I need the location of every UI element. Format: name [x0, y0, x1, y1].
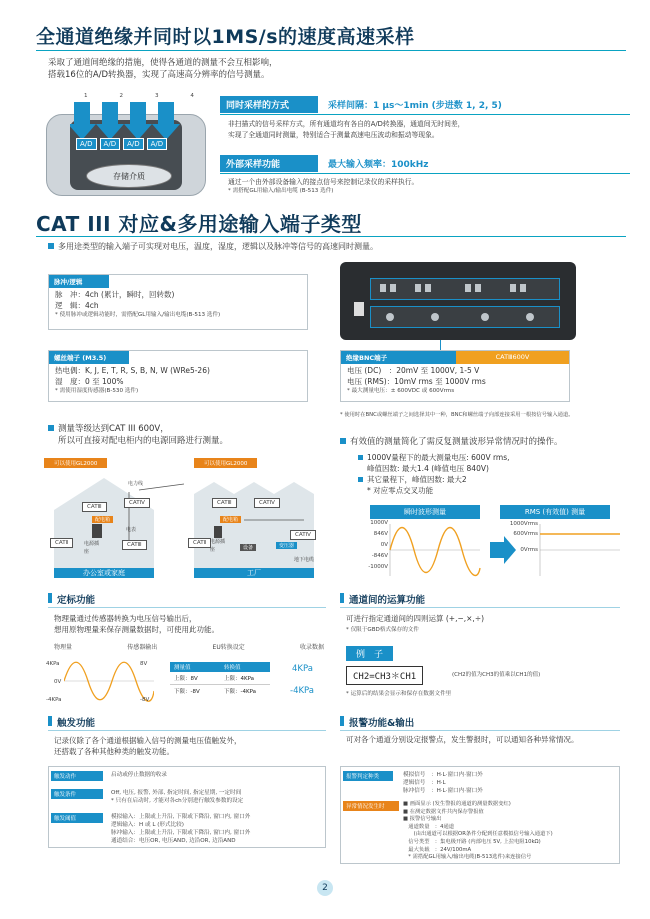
- rms-heading: [340, 437, 563, 448]
- trigger-val-2: [111, 813, 250, 845]
- sync-desc-1: 非扫描式的信号采样方式，所有通道均有各自的A/D转换器，通道间无时间差，: [228, 120, 465, 128]
- page-number: 2: [317, 880, 333, 896]
- channel-1-label: 1: [84, 93, 88, 99]
- ext-desc: 通过一个由外部设备输入的接点信号来控制记录仪的采样执行。: [228, 178, 419, 186]
- transformer-label: 变压器: [276, 542, 297, 549]
- trigger-val-0: 启动或停止数据的收录: [111, 772, 167, 778]
- screw-body: [49, 364, 307, 397]
- tick-left-4: -1000V: [368, 564, 388, 570]
- alarm-val-2-5: 信号类型 ：集电极开路 (内部电压 5V, 上拉电阻10kΩ): [403, 838, 541, 845]
- sync-desc: [220, 119, 630, 141]
- formula-box: CH2=CH3＊CH1: [346, 666, 423, 685]
- intro-line-1: 采取了通道间绝缘的措施，使得各通道的测量不会互相影响，: [48, 58, 278, 68]
- tick-left-1: 846V: [373, 531, 388, 537]
- alarm-val-1: [403, 771, 483, 795]
- alarm-title: 报警功能&输出: [340, 715, 414, 729]
- rms-b2: 其它量程下，峰值因数: 最大2: [367, 475, 467, 484]
- home-label: 办公室或家庭: [54, 568, 154, 578]
- ext-note: * 需搭配GL用输入/输出电缆 (B-513 选件): [228, 188, 334, 194]
- scale-r2b: 下限：-4KPa: [224, 689, 257, 695]
- pulse-note: * 使用脉冲或逻辑功能时，需搭配GL用输入/输出电缆(B-513 选件): [55, 312, 221, 318]
- cat4-label-factory-2: CATⅣ: [290, 530, 316, 540]
- pulse-line-1: 脉 冲：4ch (累计，瞬时，回转数): [55, 290, 175, 299]
- bullet-square: [358, 455, 363, 460]
- bullet-square: [48, 243, 54, 249]
- scale-table: [170, 662, 270, 697]
- cat3-label-home-2: CATⅢ: [122, 540, 147, 550]
- sync-sampling: [220, 96, 630, 141]
- trigger-val-2-0: 模拟输入：上限或上升沿, 下限或下降沿, 窗口内, 窗口外: [111, 814, 251, 820]
- calc-rule: [340, 607, 620, 608]
- screw-box: [48, 350, 308, 402]
- sync-desc-2: 实现了全通道同时测量，特别适合于测量高速电压波动和振动等现象。: [228, 131, 439, 139]
- trigger-desc-2: 还搭载了各种其他种类的触发功能。: [54, 747, 174, 756]
- scale-desc-2: 想用原物理量来保存测量数据时，可使用此功能。: [54, 625, 219, 634]
- sync-title: 同时采样的方式: [220, 96, 318, 113]
- trigger-val-2-1: 逻辑输入：H 或 L (形式比较): [111, 822, 184, 828]
- distribution-label-home: 配电箱: [92, 516, 113, 523]
- section2-rule: [36, 236, 626, 237]
- alarm-val-1-2: 脉冲信号 ：H·L·窗口内·窗口外: [403, 788, 483, 794]
- alarm-val-2: [403, 801, 553, 862]
- scale-r1b: 上限：4KPa: [224, 676, 255, 682]
- scale-col-1: 物理量: [54, 644, 73, 651]
- calc-note-2: * 运算后的结果会显示和保存在数据文件里: [346, 691, 452, 697]
- storage-media: 存储介质: [86, 164, 172, 188]
- bnc-note: * 最大测量电压：± 600VDC 或 600Vrms: [347, 388, 455, 394]
- channel-numbers: [84, 92, 194, 100]
- alarm-desc: 可对各个通道分别设定报警点，发生警报时，可以通知各种异常情况。: [346, 735, 579, 744]
- ext-freq: 最大输入频率：100kHz: [328, 160, 429, 170]
- trigger-key-1: 触发条件: [51, 789, 103, 799]
- trigger-desc: [54, 735, 242, 757]
- scale-title: 定标功能: [48, 592, 95, 606]
- formula-note: (CH2的值为CH3的值乘以CH1的值): [452, 672, 541, 678]
- trigger-key-2: 触发阈值: [51, 813, 103, 823]
- trigger-val-2-2: 脉冲输入：上限或上升沿, 下限或下降沿, 窗口内, 窗口外: [111, 830, 251, 836]
- trigger-rule: [48, 730, 326, 731]
- tick-right-0: 1000Vrms: [509, 521, 538, 527]
- bullet-square: [48, 425, 54, 431]
- alarm-val-2-1: ■ 在测定数据文件共内保存警报值: [403, 808, 484, 815]
- bullet-square: [358, 477, 363, 482]
- outlet-label-home: 电源插座: [84, 541, 100, 555]
- alarm-val-2-0: ■ 画面显示 (发生警报的通道的测量数据变红): [403, 801, 511, 807]
- pulse-box: [48, 274, 308, 330]
- scale-r1a: 上限：8V: [174, 676, 198, 682]
- scale-desc-1: 物理量通过传感器转换为电压信号输出后，: [54, 614, 197, 623]
- power-line-label: 电力线: [128, 481, 144, 487]
- screw-title: 螺丝端子 (M3.5): [49, 351, 129, 364]
- scale-y-mid: 0V: [54, 679, 62, 685]
- cat-heading: [48, 423, 228, 447]
- intro-line-2: 搭载16位的A/D转换器，实现了高速高分辨率的信号测量。: [48, 70, 270, 80]
- bullet-square: [340, 438, 346, 444]
- terminal-connectors-icon: [370, 278, 560, 328]
- cat-diagram: [44, 458, 324, 580]
- rms-right-ticks: [500, 520, 538, 554]
- scale-y-top: 4KPa: [46, 661, 60, 667]
- alarm-key-2: 异常情况发生时: [343, 801, 399, 811]
- rms-b1a: 1000V量程下的最大测量电压: 600V rms,: [367, 453, 510, 462]
- trigger-val-1-1: * 只有在启动时, 才能对各ch分别进行触发参数的设定: [111, 798, 244, 804]
- terminal-note: * 使用时在BNC或螺丝端子之间选择其中一种，BNC和螺丝端子向部连接采用一根按信号输入通道。: [340, 412, 574, 418]
- rms-b3: * 对应零点交叉功能: [367, 486, 434, 495]
- tick-right-1: 600Vrms: [513, 531, 538, 537]
- calc-note: * 仅限于GBD格式保存的文件: [346, 627, 419, 633]
- example-label: 例 子: [346, 646, 393, 661]
- scale-out-top: 4KPa: [292, 664, 313, 674]
- outlet-label-factory: 电源插座: [210, 539, 226, 553]
- tick-left-3: -846V: [371, 553, 388, 559]
- cat2-label-home: CATⅡ: [50, 538, 73, 548]
- alarm-val-1-1: 逻辑信号 ：H·L: [403, 780, 446, 786]
- ext-title: 外部采样功能: [220, 155, 318, 172]
- channel-2-label: 2: [119, 93, 124, 99]
- trigger-val-1-0: Off, 电压, 报警, 外部, 指定时间, 指定星期, 一定时间: [111, 790, 242, 796]
- distribution-label-factory: 配电箱: [220, 516, 241, 523]
- scale-v-bot: -8V: [140, 697, 150, 703]
- instant-tab: 瞬时波形测量: [370, 505, 480, 519]
- scale-th-1: 测量值: [174, 665, 191, 671]
- sync-interval: 采样间隔：1 μs～1min (步进数 1, 2, 5): [328, 101, 502, 111]
- cat4-label-factory: CATⅣ: [254, 498, 280, 508]
- scale-out-bot: -4KPa: [290, 686, 315, 696]
- pulse-body: [49, 288, 307, 321]
- scale-y-bot: -4KPa: [46, 697, 62, 703]
- title-rule: [36, 50, 626, 51]
- section2-sub: [48, 242, 378, 253]
- alarm-rule: [340, 730, 620, 731]
- scale-col-4: 收录数据: [299, 644, 324, 651]
- sync-rule: [220, 114, 630, 115]
- trigger-desc-1: 记录仪除了各个通道根据输入信号的测量电压值触发外，: [54, 736, 242, 745]
- screw-line-2: 湿 度：0 至 100%: [55, 376, 124, 386]
- scale-col-2: 传感器输出: [127, 644, 158, 651]
- trigger-table: [48, 766, 326, 848]
- cat3-label-factory: CATⅢ: [212, 498, 237, 508]
- ad-box-2: A/D: [100, 138, 121, 150]
- equipment-label: 设备: [240, 544, 256, 551]
- ad-diagram: [40, 92, 210, 200]
- cat3-label-home: CATⅢ: [82, 502, 107, 512]
- bnc-title: 绝缘BNC端子: [341, 351, 456, 364]
- alarm-val-2-3: 通道数量 ：4通道: [403, 823, 455, 830]
- bnc-header: [341, 351, 569, 364]
- scale-rule: [48, 607, 326, 608]
- screw-line-1: 热电偶：K, J, E, T, R, S, B, N, W (WRe5-26): [55, 366, 210, 375]
- alarm-val-2-7: * 需搭配GL用输入/输出电缆(B-513选件)来连接信号: [403, 854, 532, 861]
- cat-title-1: 测量等级达到CAT III 600V，: [58, 424, 169, 434]
- trigger-val-2-3: 通道结合：电压OR, 电压AND, 边沿OR, 边沿AND: [111, 838, 236, 844]
- down-arrows-icon: [70, 102, 190, 142]
- intro-text: [48, 57, 278, 81]
- usb-port-icon: [354, 302, 364, 316]
- alarm-key-1: 报警判定种类: [343, 771, 393, 781]
- bnc-box: [340, 350, 570, 402]
- trigger-val-1: [111, 789, 243, 805]
- channel-4-label: 4: [190, 93, 194, 99]
- ad-box-3: A/D: [123, 138, 144, 150]
- alarm-val-2-6: 最大负载 ：24V/100mA: [403, 846, 472, 853]
- rms-b1b: 峰值因数: 最大1.4 (峰值电压 840V): [367, 464, 489, 473]
- pulse-line-2: 逻 辑：4ch: [55, 300, 99, 310]
- section2-sub-text: 多用途类型的输入端子可实现对电压，温度，湿度，逻辑以及脉冲等信号的高速同时测量。: [58, 242, 378, 251]
- scale-r2a: 下限：-8V: [174, 689, 200, 695]
- rms-title: 有效值的测量简化了需反复测量波形异常情况时的操作。: [350, 437, 563, 447]
- tick-left-0: 1000V: [370, 520, 388, 526]
- underground-label: 地下电缆: [294, 557, 315, 563]
- cat2-label-factory: CATⅡ: [188, 538, 211, 548]
- bnc-line-1: 电压 (DC) ：20mV 至 1000V, 1-5 V: [347, 366, 480, 375]
- can-use-tag-home: 可以使用GL2000: [44, 458, 107, 468]
- scale-col-3: EU转换设定: [212, 644, 245, 651]
- factory-label: 工厂: [194, 568, 314, 578]
- page-title: 全通道绝缘并同时以1MS/s的速度高速采样: [36, 26, 415, 48]
- arrows: [70, 102, 190, 142]
- channel-3-label: 3: [154, 93, 159, 99]
- meter-label: 电表: [126, 527, 137, 533]
- rms-bullets: [358, 452, 510, 496]
- alarm-table: [340, 766, 620, 864]
- ad-row: [76, 138, 192, 150]
- section2-title: CAT III 对应&多用途输入端子类型: [36, 212, 362, 236]
- ad-box-1: A/D: [76, 138, 97, 150]
- calc-desc: 可进行指定通道间的四则运算 (+,−,×,÷): [346, 614, 485, 623]
- rms-tab: RMS (有效值) 测量: [500, 505, 610, 519]
- ext-rule: [220, 173, 630, 174]
- tick-right-2: 0Vrms: [520, 547, 538, 553]
- scale-v-top: 8V: [140, 661, 148, 667]
- pulse-title: 脉冲/逻辑: [49, 275, 109, 288]
- ext-sampling: [220, 155, 630, 195]
- alarm-val-2-4: (由出通道可以根据OR条件分配到任意模拟信号输入通道下): [403, 831, 553, 838]
- tick-left-2: 0V: [380, 542, 388, 548]
- bnc-line-2: 电压 (RMS)：10mV rms 至 1000V rms: [347, 376, 486, 386]
- ad-box-4: A/D: [147, 138, 168, 150]
- rms-left-ticks: [350, 518, 388, 573]
- screw-note: * 需使用湿度传感器(B-530 选件): [55, 388, 139, 394]
- can-use-tag-factory: 可以使用GL2000: [194, 458, 257, 468]
- scale-th-2: 转换值: [224, 665, 241, 671]
- calc-title: 通道间的运算功能: [340, 592, 425, 606]
- cat4-label-home: CATⅣ: [124, 498, 150, 508]
- scale-columns: [54, 644, 324, 652]
- alarm-val-1-0: 模拟信号 ：H·L·窗口内·窗口外: [403, 772, 483, 778]
- trigger-title: 触发功能: [48, 715, 95, 729]
- bnc-cat: CATⅢ600V: [456, 351, 569, 364]
- scale-desc: [54, 613, 219, 635]
- alarm-val-2-2: ■ 报警信号输出: [403, 816, 442, 823]
- bnc-body: [341, 364, 569, 397]
- trigger-key-0: 触发动作: [51, 771, 103, 781]
- cat-title-2: 所以可直接对配电柜内的电源回路进行测量。: [58, 436, 229, 446]
- terminal-panel: [340, 262, 576, 340]
